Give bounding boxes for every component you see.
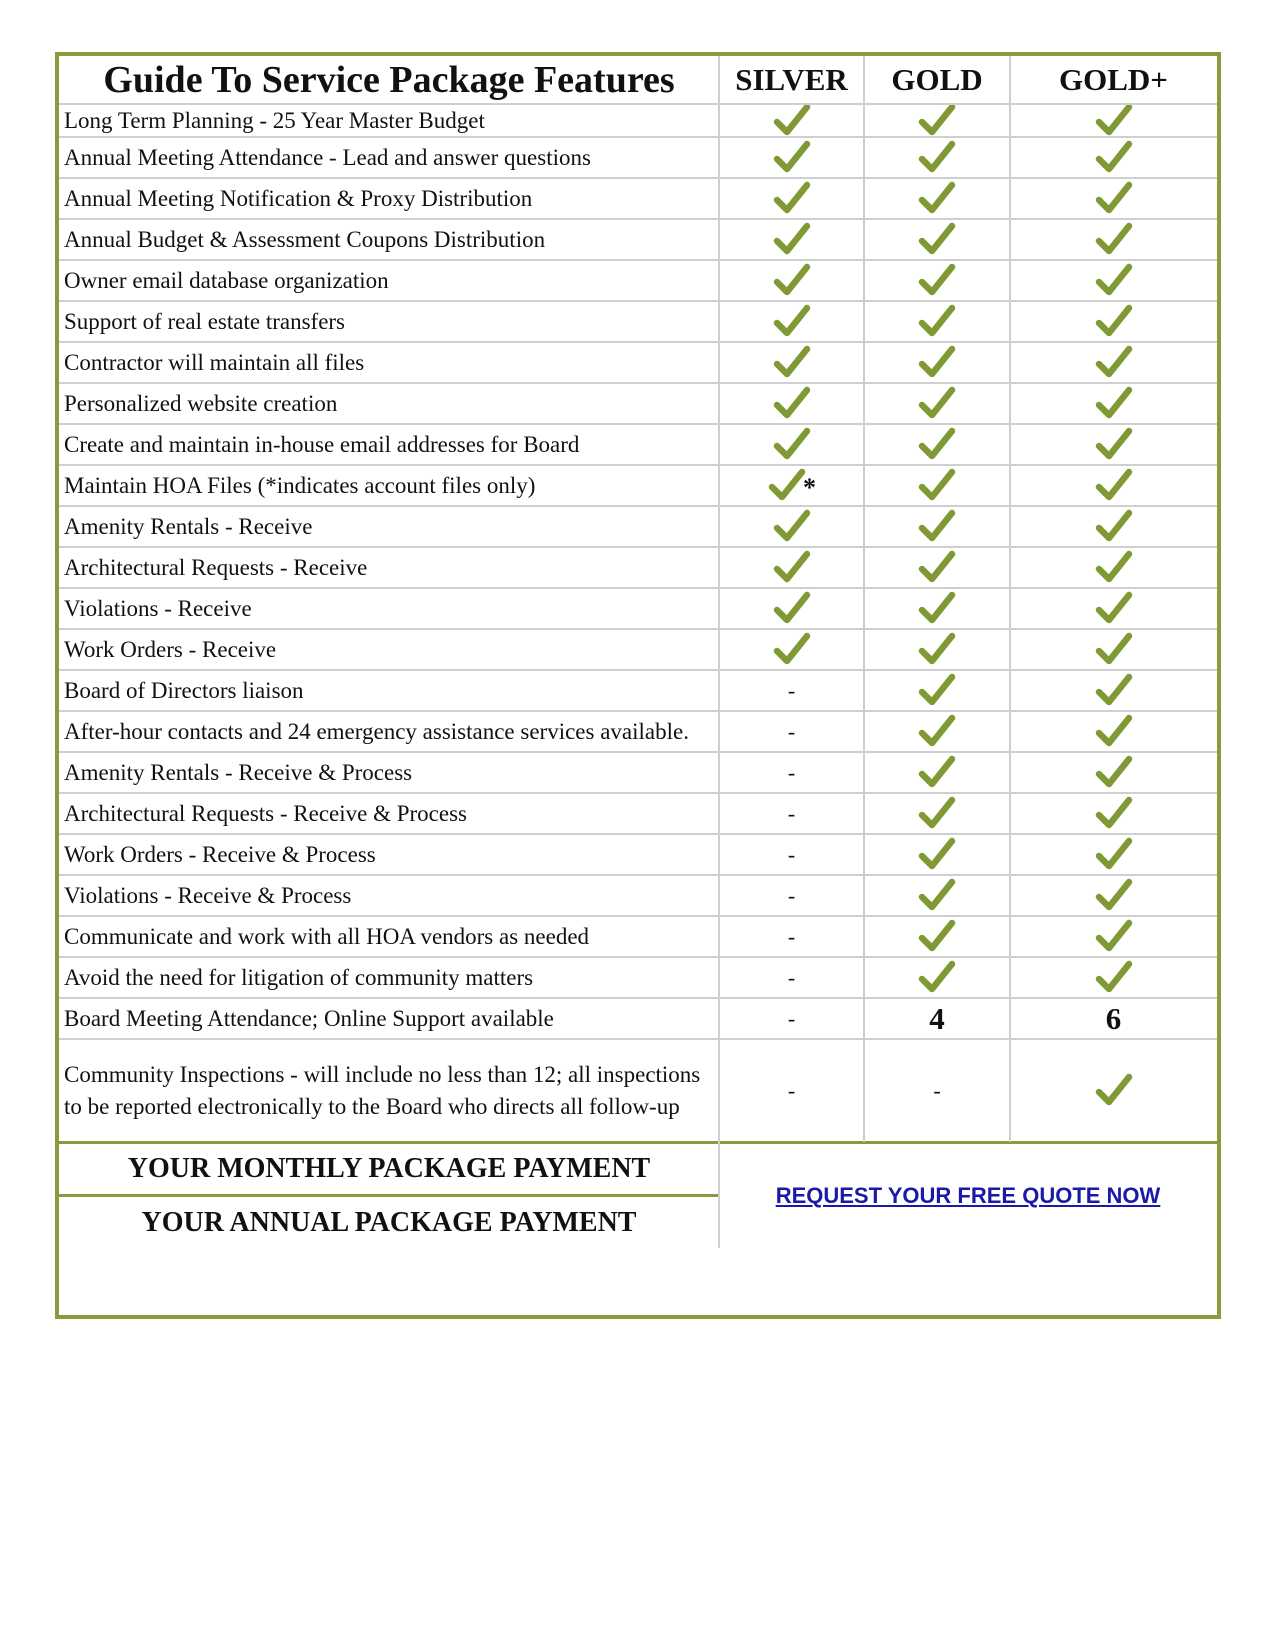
row-divider: [59, 218, 1217, 220]
checkmark-icon: [917, 712, 957, 752]
row-divider: [59, 833, 1217, 835]
checkmark-icon: [917, 958, 957, 998]
checkmark-icon: [917, 138, 957, 178]
feature-value-cell: [864, 916, 1010, 957]
column-divider: [863, 56, 865, 1142]
checkmark-icon: [772, 425, 812, 465]
feature-value-cell: [719, 547, 864, 588]
checkmark-icon: [917, 261, 957, 301]
checkmark-icon: [1094, 425, 1134, 465]
feature-label: Architectural Requests - Receive & Process: [64, 800, 468, 826]
column-divider: [1009, 56, 1011, 1142]
feature-value-cell: [864, 998, 1010, 1039]
checkmark-icon: [1094, 958, 1134, 998]
feature-value-cell: [719, 998, 864, 1039]
feature-value-cell: [1010, 342, 1217, 383]
feature-value-cell: [864, 547, 1010, 588]
checkmark-icon: [917, 343, 957, 383]
checkmark-icon: [772, 548, 812, 588]
checkmark-icon: [767, 466, 807, 506]
checkmark-icon: [1094, 671, 1134, 711]
feature-value-cell: [719, 104, 864, 137]
row-divider: [59, 915, 1217, 917]
feature-value-cell: [719, 834, 864, 875]
checkmark-icon: [917, 548, 957, 588]
checkmark-icon: [1094, 1071, 1134, 1111]
feature-value-cell: [1010, 916, 1217, 957]
feature-value-cell: [1010, 834, 1217, 875]
checkmark-icon: [1094, 261, 1134, 301]
feature-label: Amenity Rentals - Receive & Process: [64, 759, 413, 785]
row-divider: [59, 423, 1217, 425]
feature-label: Create and maintain in-house email addresses for Board: [64, 431, 580, 457]
feature-value-cell: [1010, 957, 1217, 998]
checkmark-icon: [917, 220, 957, 260]
row-divider: [59, 587, 1217, 589]
feature-value-cell: [1010, 752, 1217, 793]
checkmark-icon: [1094, 835, 1134, 875]
meeting-count: 6: [1105, 1000, 1122, 1036]
checkmark-icon: [917, 671, 957, 711]
row-divider: [59, 997, 1217, 999]
feature-value-cell: [719, 219, 864, 260]
request-quote-link[interactable]: REQUEST YOUR FREE QUOTE NOW: [775, 1183, 1161, 1208]
feature-label: Avoid the need for litigation of community matters: [64, 964, 534, 990]
feature-value-cell: [864, 793, 1010, 834]
feature-label: Violations - Receive & Process: [64, 882, 352, 908]
row-divider: [59, 546, 1217, 548]
feature-value-cell: [1010, 793, 1217, 834]
not-included-dash: -: [787, 964, 796, 990]
feature-label: Long Term Planning - 25 Year Master Budget: [64, 107, 485, 133]
feature-value-cell: [719, 506, 864, 547]
row-divider: [59, 874, 1217, 876]
feature-value-cell: [719, 629, 864, 670]
page-title: Guide To Service Package Features: [103, 59, 675, 101]
row-divider: [59, 382, 1217, 384]
feature-label: Annual Meeting Notification & Proxy Distribution: [64, 185, 533, 211]
checkmark-icon: [1094, 630, 1134, 670]
checkmark-icon: [917, 507, 957, 547]
feature-value-cell: [719, 465, 864, 506]
feature-value-cell: [864, 219, 1010, 260]
feature-label: Board of Directors liaison: [64, 677, 304, 703]
row-divider: [59, 103, 1217, 105]
feature-value-cell: [719, 424, 864, 465]
checkmark-icon: [917, 466, 957, 506]
row-divider: [59, 464, 1217, 466]
checkmark-icon: [772, 179, 812, 219]
column-divider: [718, 56, 720, 1142]
not-included-dash: -: [787, 1077, 796, 1103]
feature-label: Annual Meeting Attendance - Lead and answer questions: [64, 144, 591, 170]
feature-label: Maintain HOA Files (*indicates account files only): [64, 472, 536, 498]
checkmark-icon: [772, 261, 812, 301]
feature-value-cell: [719, 137, 864, 178]
column-header-silver: SILVER: [735, 62, 848, 97]
checkmark-icon: [1094, 712, 1134, 752]
row-divider: [59, 341, 1217, 343]
checkmark-icon: [1094, 101, 1134, 141]
feature-value-cell: [719, 301, 864, 342]
feature-value-cell: [719, 383, 864, 424]
row-divider: [59, 505, 1217, 507]
not-included-dash: -: [787, 759, 796, 785]
footnote-asterisk: *: [803, 472, 816, 502]
feature-value-cell: [719, 260, 864, 301]
not-included-dash: -: [787, 882, 796, 908]
checkmark-icon: [1094, 589, 1134, 629]
row-divider: [59, 177, 1217, 179]
feature-value-cell: [1010, 670, 1217, 711]
checkmark-icon: [1094, 138, 1134, 178]
checkmark-icon: [1094, 384, 1134, 424]
checkmark-icon: [917, 794, 957, 834]
feature-label: Personalized website creation: [64, 390, 338, 416]
feature-label: Communicate and work with all HOA vendors as needed: [64, 923, 590, 949]
feature-value-cell: [864, 752, 1010, 793]
feature-value-cell: [719, 916, 864, 957]
not-included-dash: -: [787, 923, 796, 949]
feature-value-cell: [864, 875, 1010, 916]
feature-value-cell: [864, 506, 1010, 547]
meeting-count: 4: [929, 1000, 945, 1036]
feature-value-cell: [1010, 547, 1217, 588]
feature-value-cell: [719, 588, 864, 629]
row-divider: [59, 628, 1217, 630]
checkmark-icon: [772, 343, 812, 383]
feature-value-cell: [719, 670, 864, 711]
feature-value-cell: [864, 260, 1010, 301]
feature-label: Board Meeting Attendance; Online Support available: [64, 1005, 554, 1031]
feature-value-cell: [719, 342, 864, 383]
feature-value-cell: [1010, 506, 1217, 547]
row-divider: [59, 669, 1217, 671]
feature-value-cell: [719, 1039, 864, 1142]
feature-value-cell: [1010, 137, 1217, 178]
feature-value-cell: [719, 178, 864, 219]
feature-value-cell: [864, 834, 1010, 875]
feature-value-cell: [1010, 301, 1217, 342]
feature-value-cell: [864, 957, 1010, 998]
feature-label: Work Orders - Receive & Process: [64, 841, 376, 867]
feature-value-cell: [1010, 383, 1217, 424]
checkmark-icon: [917, 179, 957, 219]
checkmark-icon: [772, 589, 812, 629]
feature-value-cell: [719, 957, 864, 998]
checkmark-icon: [1094, 302, 1134, 342]
feature-value-cell: [1010, 875, 1217, 916]
feature-label: After-hour contacts and 24 emergency assistance services available.: [64, 718, 689, 744]
not-included-dash: -: [787, 1005, 796, 1031]
checkmark-icon: [917, 101, 957, 141]
checkmark-icon: [1094, 548, 1134, 588]
row-divider: [59, 300, 1217, 302]
feature-value-cell: [1010, 998, 1217, 1039]
feature-value-cell: [864, 588, 1010, 629]
feature-value-cell: [864, 383, 1010, 424]
feature-value-cell: [1010, 104, 1217, 137]
feature-value-cell: [1010, 465, 1217, 506]
row-divider: [59, 710, 1217, 712]
feature-value-cell: [1010, 178, 1217, 219]
checkmark-icon: [917, 753, 957, 793]
feature-label: Contractor will maintain all files: [64, 349, 365, 375]
checkmark-icon: [1094, 917, 1134, 957]
checkmark-icon: [772, 507, 812, 547]
checkmark-icon: [1094, 179, 1134, 219]
row-divider: [59, 792, 1217, 794]
checkmark-icon: [917, 302, 957, 342]
feature-value-cell: [1010, 588, 1217, 629]
checkmark-icon: [917, 876, 957, 916]
checkmark-icon: [772, 138, 812, 178]
checkmark-icon: [772, 101, 812, 141]
column-header-gold: GOLD: [891, 62, 983, 97]
feature-value-cell: [864, 711, 1010, 752]
feature-value-cell: [1010, 260, 1217, 301]
feature-value-cell: [864, 629, 1010, 670]
feature-label: Amenity Rentals - Receive: [64, 513, 313, 539]
feature-value-cell: [864, 670, 1010, 711]
checkmark-icon: [917, 425, 957, 465]
not-included-dash: -: [787, 841, 796, 867]
feature-value-cell: [719, 875, 864, 916]
feature-label: Violations - Receive: [64, 595, 252, 621]
feature-value-cell: [1010, 219, 1217, 260]
checkmark-icon: [917, 589, 957, 629]
feature-value-cell: [864, 178, 1010, 219]
feature-value-cell: [1010, 1039, 1217, 1142]
monthly-payment-label: YOUR MONTHLY PACKAGE PAYMENT: [127, 1153, 651, 1184]
feature-value-cell: [719, 752, 864, 793]
checkmark-icon: [1094, 343, 1134, 383]
checkmark-icon: [1094, 466, 1134, 506]
checkmark-icon: [1094, 507, 1134, 547]
checkmark-icon: [917, 384, 957, 424]
row-divider: [59, 136, 1217, 138]
checkmark-icon: [917, 630, 957, 670]
feature-value-cell: [864, 104, 1010, 137]
feature-value-cell: [1010, 711, 1217, 752]
row-divider: [59, 751, 1217, 753]
checkmark-icon: [772, 302, 812, 342]
checkmark-icon: [917, 835, 957, 875]
checkmark-icon: [772, 630, 812, 670]
feature-label: Owner email database organization: [64, 267, 389, 293]
checkmark-icon: [1094, 876, 1134, 916]
feature-value-cell: [864, 1039, 1010, 1142]
not-included-dash: -: [787, 718, 796, 744]
service-package-table: [55, 52, 1221, 1319]
feature-label: Annual Budget & Assessment Coupons Distribution: [64, 226, 546, 252]
feature-value-cell: [864, 301, 1010, 342]
feature-label: Community Inspections - will include no less than 12; all inspections to be reported electronically to the Board who directs all follow-up: [64, 1061, 701, 1119]
checkmark-icon: [1094, 753, 1134, 793]
row-divider: [59, 956, 1217, 958]
feature-value-cell: [1010, 424, 1217, 465]
feature-label: Support of real estate transfers: [64, 308, 346, 334]
feature-value-cell: [864, 424, 1010, 465]
not-included-dash: -: [787, 800, 796, 826]
checkmark-icon: [772, 384, 812, 424]
column-header-gold-plus: GOLD+: [1059, 62, 1168, 97]
checkmark-icon: [772, 220, 812, 260]
checkmark-icon: [1094, 220, 1134, 260]
feature-label: Architectural Requests - Receive: [64, 554, 368, 580]
checkmark-icon: [1094, 794, 1134, 834]
not-included-dash: -: [787, 677, 796, 703]
feature-value-cell: [719, 711, 864, 752]
not-included-dash: -: [933, 1077, 941, 1103]
annual-payment-label: YOUR ANNUAL PACKAGE PAYMENT: [141, 1206, 637, 1238]
feature-value-cell: [864, 137, 1010, 178]
feature-value-cell: [1010, 629, 1217, 670]
row-divider: [59, 259, 1217, 261]
quote-cell: [719, 1144, 1217, 1248]
feature-value-cell: [719, 793, 864, 834]
feature-value-cell: [864, 342, 1010, 383]
row-divider: [59, 1038, 1217, 1040]
feature-value-cell: [864, 465, 1010, 506]
feature-label: Work Orders - Receive: [64, 636, 277, 662]
checkmark-icon: [917, 917, 957, 957]
